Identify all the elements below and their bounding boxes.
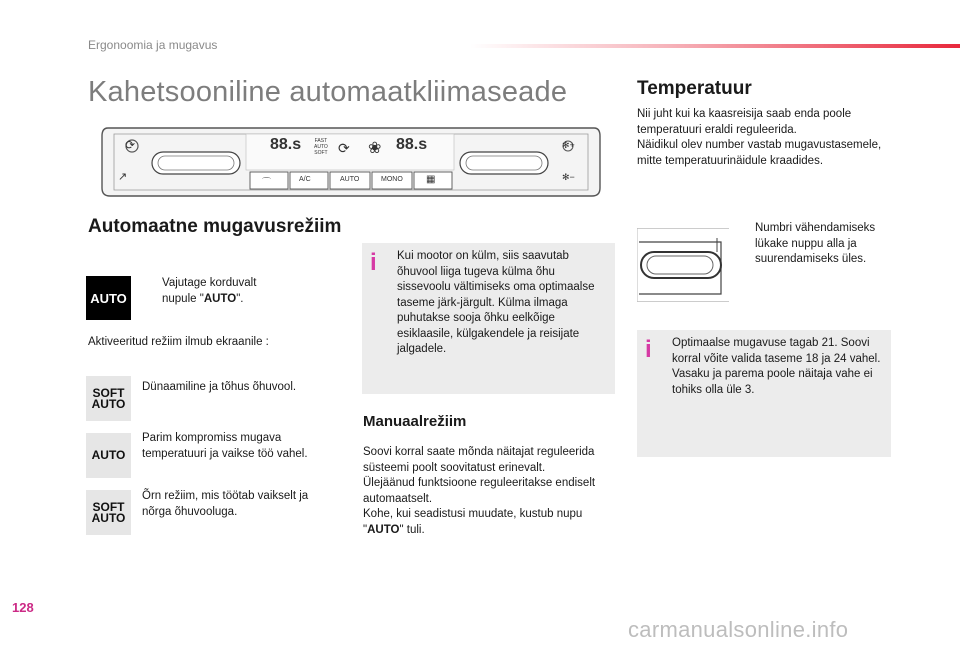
manual-mode-text (363, 445, 613, 538)
badge-line-2: AUTO (91, 510, 126, 525)
auto-button: AUTO (340, 176, 360, 183)
badge-line-1: SOFT (92, 499, 125, 514)
manual-p3-bold: AUTO (367, 523, 400, 536)
recirculation-icon: ⟳ (338, 140, 350, 156)
info-box-text: Kui mootor on külm, siis saavutab õhuvool liiga tugeva külma õhu sissevoolu vältimiseks oma optimaalse taseme järk-järgult. Külma ilmaga puhutakse sooja õhku eelkõige esiklaasile, külgakendele ja reisijate jalgadele. (397, 250, 595, 355)
soft-auto-badge (86, 376, 131, 421)
mode-description: Dünaamiline ja tõhus õhuvool. (142, 381, 297, 393)
page-title: Kahetsooniline automaatkliimaseade (88, 76, 568, 108)
auto-grey-badge (86, 433, 131, 478)
temperature-p2: Näidikul olev number vastab mugavustasemele, mitte temperatuurinäidule kraadides. (637, 139, 882, 167)
mode-description: Õrn režiim, mis töötab vaikselt ja nõrga õhuvooluga. (142, 490, 309, 518)
recirculation-button-icon: ⟳ (125, 138, 136, 152)
auto-step-end: ". (236, 292, 244, 305)
info-box-text: Optimaalse mugavuse tagab 21. Soovi korral võite valida taseme 18 ja 24 vahel. Vasaku ja parema poole näitaja vahe ei tohiks olla üle 3. (672, 337, 881, 396)
header-accent-bar (470, 44, 960, 48)
mode-indicator (314, 138, 328, 156)
temperature-knob-illustration (637, 228, 729, 302)
badge-line-2: AUTO (91, 396, 126, 411)
temperature-p1: Nii juht kui ka kaasreisija saab enda poole temperatuuri eraldi reguleerida. (637, 108, 852, 136)
manual-mode-heading: Manuaalrežiim (363, 413, 467, 430)
fan-icon: ❀ (368, 140, 382, 157)
temperature-step-text: Numbri vähendamiseks lükake nuppu alla ja suurendamiseks üles. (755, 222, 876, 265)
info-box-optimal (637, 330, 891, 457)
badge-line-1: SOFT (92, 385, 125, 400)
auto-mode-heading: Automaatne mugavusrežiim (88, 216, 342, 237)
info-box-cold-engine (362, 243, 615, 394)
manual-p2: Ülejäänud funktsioone reguleeritakse endiselt automaatselt. (363, 477, 596, 505)
watermark: carmanualsonline.info (628, 617, 849, 642)
auto-step (142, 276, 282, 307)
page-number: 128 (12, 600, 34, 615)
badge-line-1: AUTO (91, 448, 126, 462)
fan-minus-icon: ✻− (562, 172, 575, 182)
auto-step-bold: AUTO (203, 292, 237, 305)
activated-mode-text: Aktiveeritud režiim ilmub ekraanile : (88, 336, 269, 348)
info-icon: i (645, 336, 652, 363)
auto-step-text: Vajutage korduvalt nupule " (162, 277, 257, 305)
manual-p3c: " tuli. (399, 523, 425, 536)
info-icon: i (370, 249, 377, 276)
right-temperature-display: 88.s (396, 136, 428, 153)
soft-auto-badge (86, 490, 131, 535)
mode-auto: AUTO (314, 144, 328, 150)
left-temperature-display: 88.s (270, 136, 302, 153)
manual-p3 (363, 507, 613, 538)
windscreen-icon: ⌒ (262, 177, 272, 187)
mode-fast: FAST (314, 138, 328, 144)
section-header: Ergonoomia ja mugavus (88, 38, 218, 52)
air-distribution-icon: ↗ (118, 171, 128, 183)
mode-soft: SOFT (314, 150, 328, 156)
fan-plus-icon: ✻+ (562, 140, 575, 150)
temperature-heading: Temperatuur (637, 78, 752, 99)
mode-description: Parim kompromiss mugava temperatuuri ja vaikse töö vahel. (142, 432, 308, 460)
mono-button: MONO (381, 176, 403, 183)
temperature-step (733, 221, 893, 268)
rear-defrost-icon: ▦ (426, 174, 436, 185)
climate-control-panel-illustration (100, 124, 602, 200)
manual-p3a: Kohe, kui seadistusi muudate, kustub nupu " (363, 508, 583, 536)
temperature-text (637, 107, 887, 169)
manual-p1: Soovi korral saate mõnda näitajat reguleerida süsteemi poolt soovitatust erinevalt. (363, 446, 595, 474)
ac-button: A/C (299, 176, 311, 183)
auto-badge: AUTO (86, 276, 131, 320)
